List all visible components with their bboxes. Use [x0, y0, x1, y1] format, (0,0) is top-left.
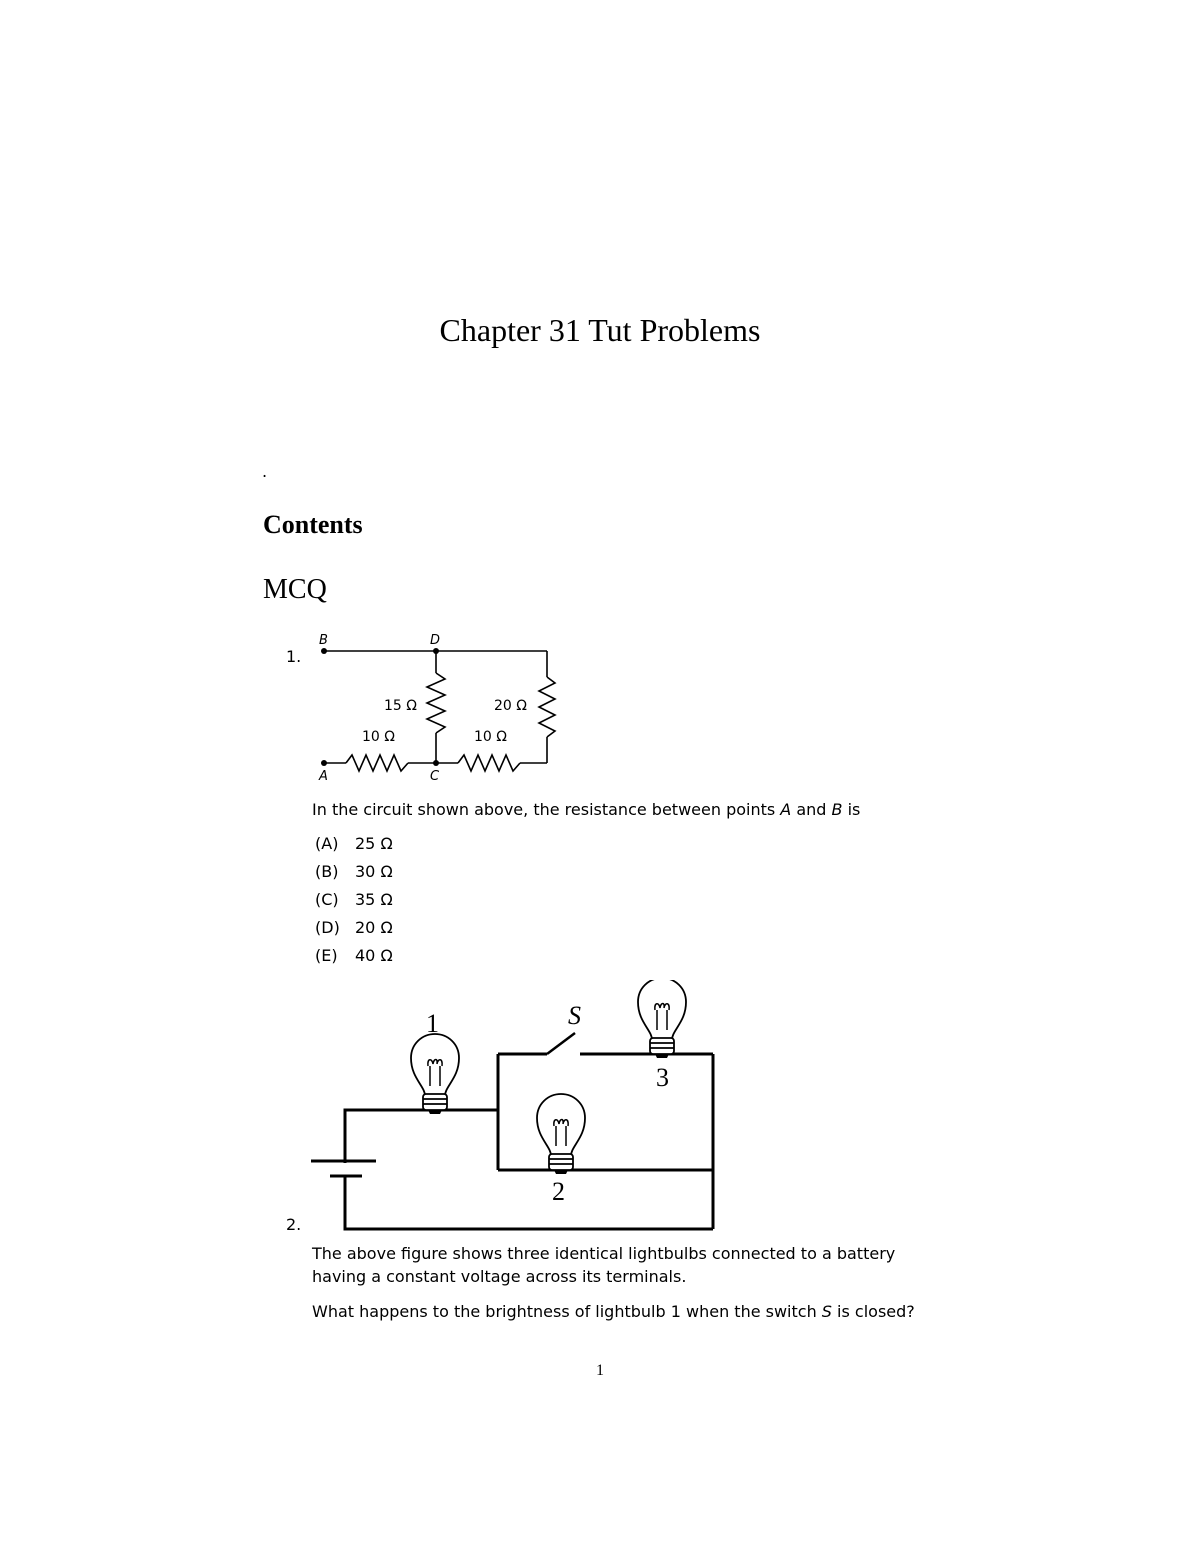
question-2-text-line-1: The above figure shows three identical lightbulbs connected to a battery: [312, 1244, 896, 1263]
option-a[interactable]: [315, 834, 393, 853]
node-c: [433, 760, 439, 766]
node-d: [433, 648, 439, 654]
label-10-ohm-left: 10 Ω: [362, 729, 395, 745]
wire-bottom-return: [345, 1176, 713, 1229]
question-1-text-prefix: In the circuit shown above, the resistance between points: [312, 800, 781, 819]
question-1-text-mid: and: [791, 800, 832, 819]
option-value: 20 Ω: [355, 918, 393, 937]
label-d: D: [430, 633, 441, 648]
label-15-ohm: 15 Ω: [384, 698, 417, 714]
wire-battery-to-bulb1: [345, 1110, 435, 1163]
question-1-text: [312, 800, 860, 819]
switch-blade: [547, 1033, 575, 1054]
option-e[interactable]: [315, 946, 393, 965]
label-a: A: [319, 769, 328, 784]
question-2-number: 2.: [286, 1215, 302, 1234]
node-b: [321, 648, 327, 654]
lightbulb-2-icon: [537, 1094, 585, 1174]
question-1-number: 1.: [286, 647, 302, 666]
option-label: (E): [315, 946, 338, 965]
bulb-3-label: 3: [656, 1063, 669, 1092]
contents-heading: Contents: [263, 510, 363, 539]
option-label: (B): [315, 862, 339, 881]
bulb-1-label: 1: [426, 1009, 439, 1038]
lightbulb-1-icon: [411, 1034, 459, 1114]
option-b[interactable]: [315, 862, 393, 881]
mcq-heading: MCQ: [263, 574, 327, 605]
option-label: (D): [315, 918, 340, 937]
option-c[interactable]: [315, 890, 393, 909]
resistor-10-ohm-right: [458, 755, 520, 771]
option-value: 25 Ω: [355, 834, 393, 853]
lightbulb-circuit-figure: [300, 980, 730, 1235]
resistor-15-ohm: [427, 673, 445, 733]
label-10-ohm-right: 10 Ω: [474, 729, 507, 745]
page-number: 1: [596, 1362, 604, 1379]
var-b: B: [831, 800, 843, 819]
question-2-question: [312, 1302, 915, 1321]
option-d[interactable]: [315, 918, 393, 937]
resistor-20-ohm: [539, 677, 555, 737]
bulb-2-label: 2: [552, 1177, 565, 1206]
question-2-text-line-2: having a constant voltage across its terminals.: [312, 1267, 687, 1286]
resistor-circuit-figure: [300, 625, 570, 790]
question-1-text-suffix: is: [842, 800, 861, 819]
option-value: 35 Ω: [355, 890, 393, 909]
option-value: 40 Ω: [355, 946, 393, 965]
var-a: A: [780, 800, 792, 819]
option-label: (C): [315, 890, 339, 909]
var-s: S: [821, 1302, 832, 1321]
option-label: (A): [315, 834, 339, 853]
option-value: 30 Ω: [355, 862, 393, 881]
label-b: B: [319, 633, 328, 648]
switch-label: S: [568, 1001, 581, 1030]
node-a: [321, 760, 327, 766]
lightbulb-3-icon: [638, 980, 686, 1058]
resistor-10-ohm-left: [346, 755, 408, 771]
label-c: C: [430, 769, 440, 784]
stray-dot: .: [262, 462, 268, 481]
question-2-question-prefix: What happens to the brightness of lightbulb 1 when the switch: [312, 1302, 822, 1321]
label-20-ohm: 20 Ω: [494, 698, 527, 714]
page-title: Chapter 31 Tut Problems: [439, 312, 761, 348]
question-2-question-suffix: is closed?: [831, 1302, 915, 1321]
